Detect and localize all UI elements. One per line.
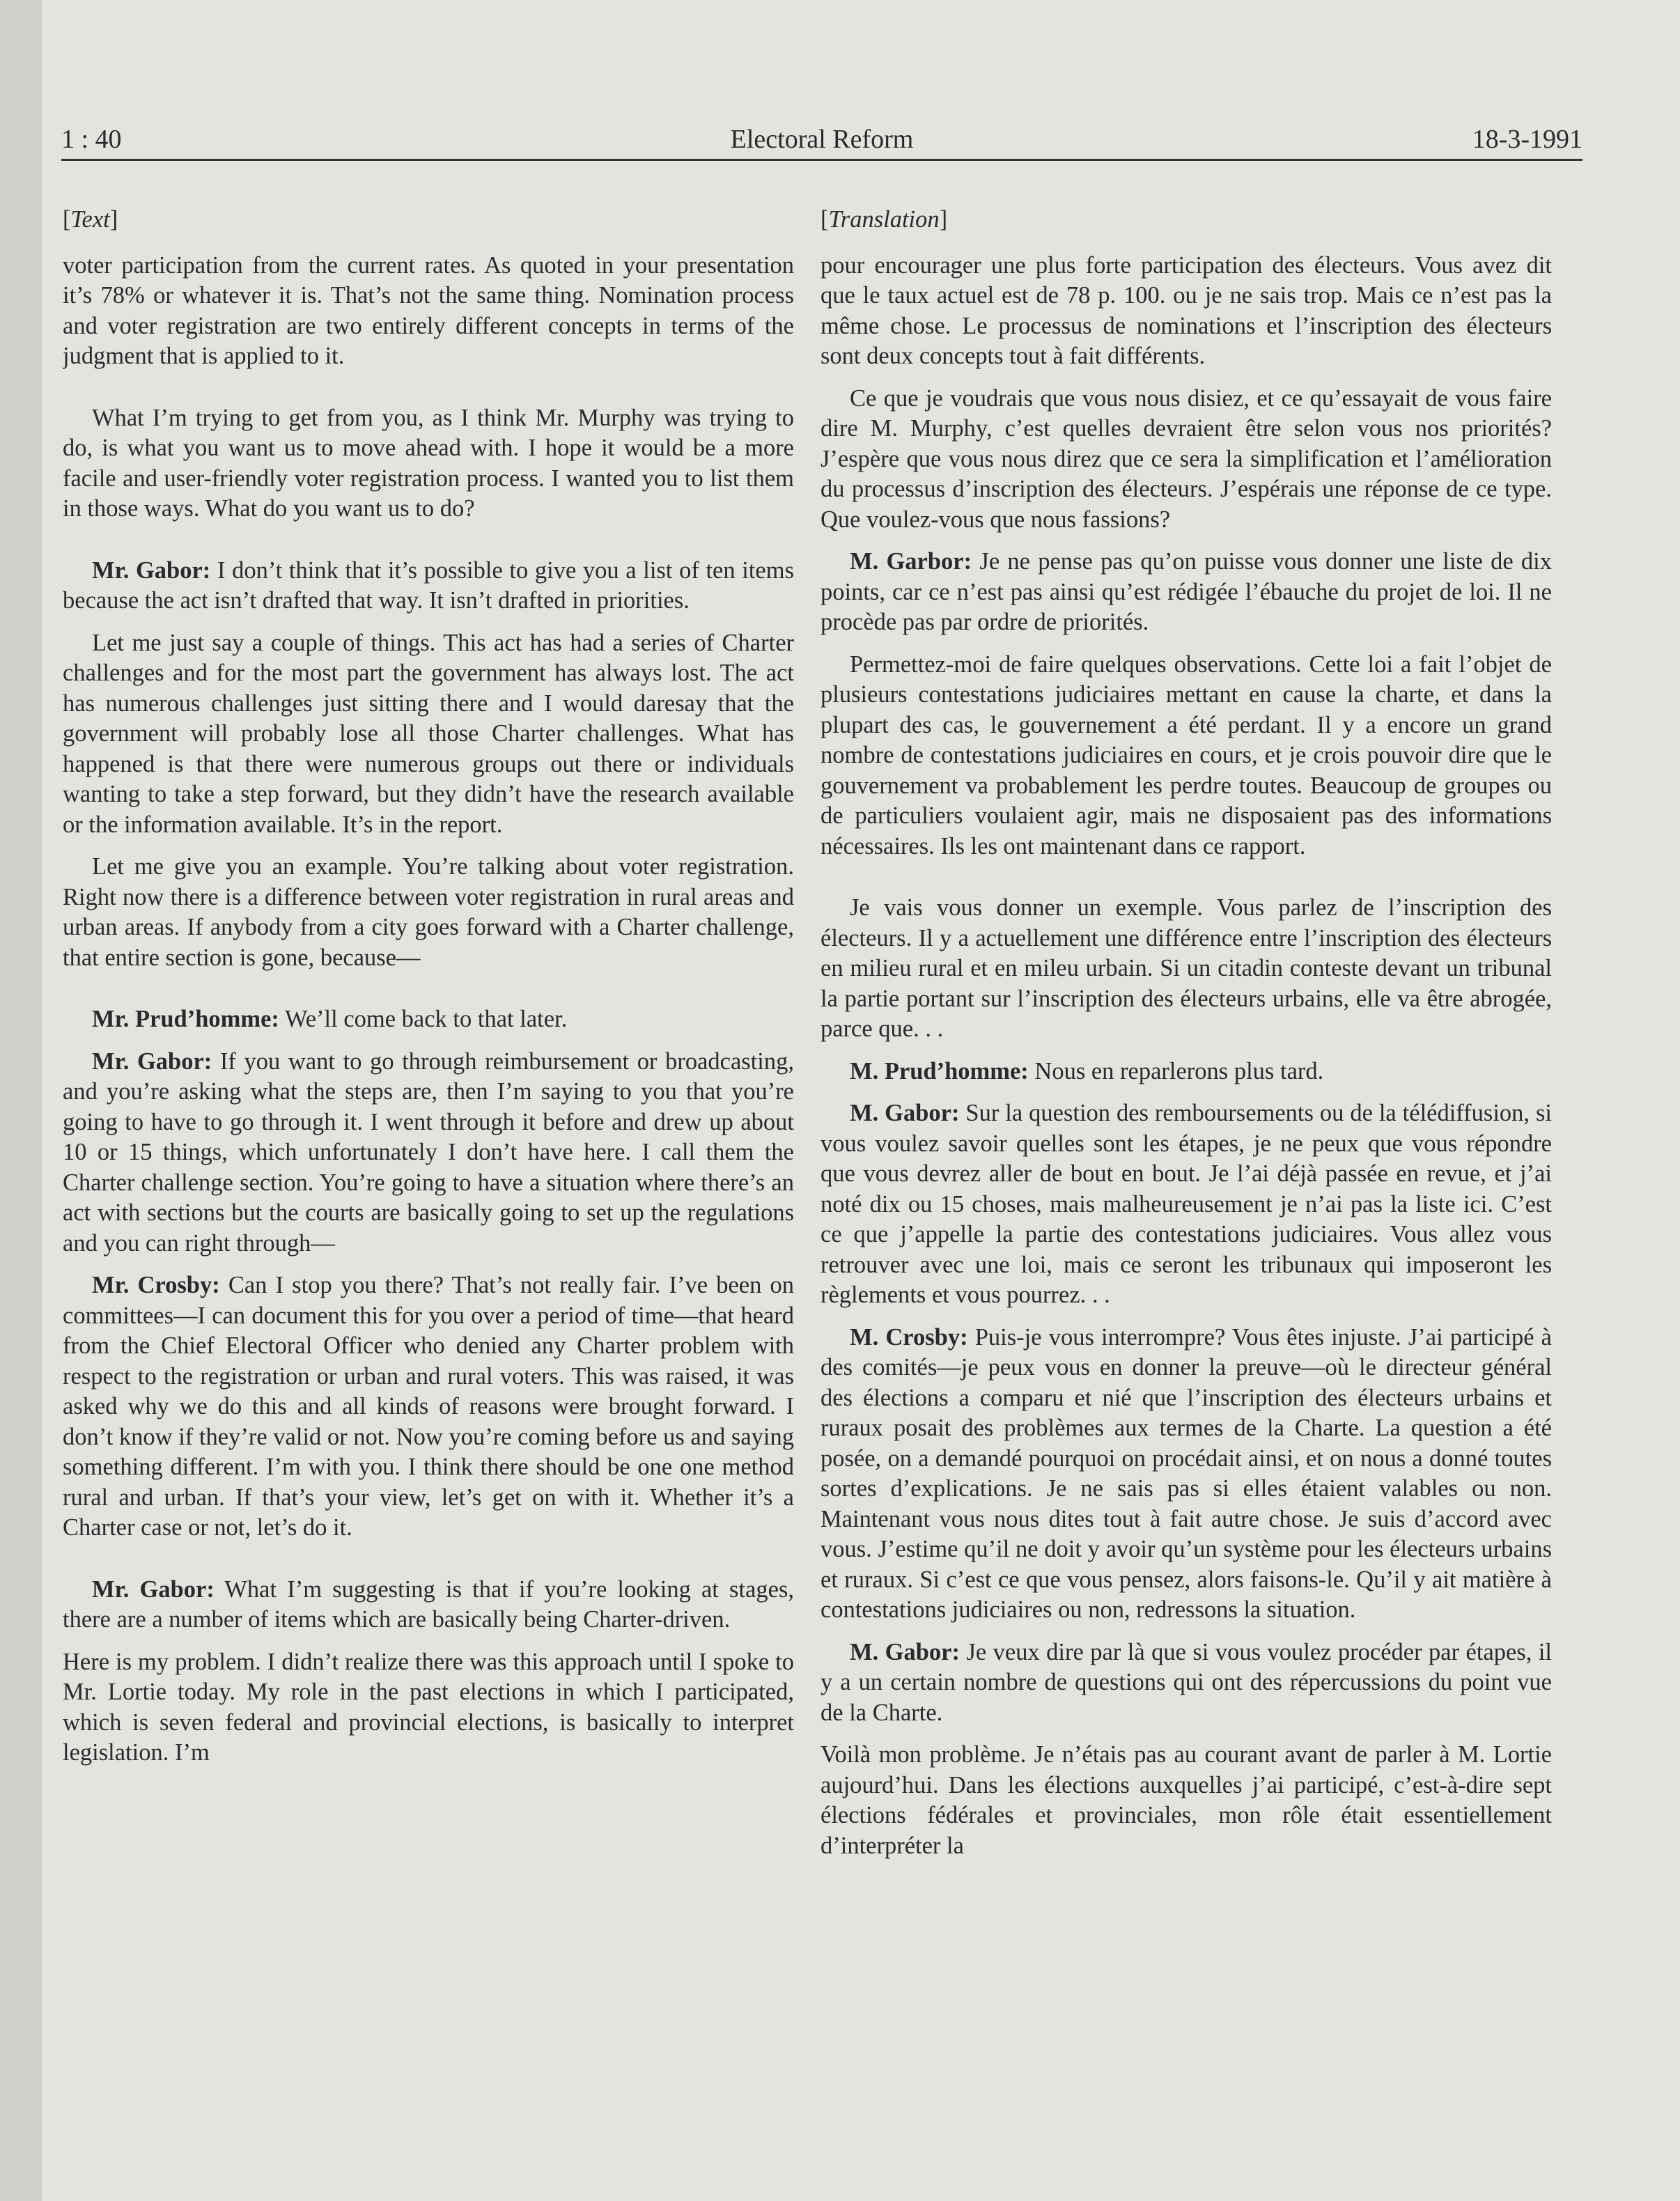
speaker-name: Mr. Gabor: — [92, 1048, 212, 1075]
page-header — [61, 118, 1582, 160]
speaker-name: M. Crosby: — [850, 1323, 968, 1351]
speaker-name: Mr. Gabor: — [92, 557, 211, 584]
speaker-name: Mr. Crosby: — [92, 1272, 220, 1298]
page-number: 1 : 40 — [61, 125, 122, 154]
speaker-name: Mr. Prud’homme: — [92, 1006, 279, 1032]
paragraph: voter participation from the current rates. As quoted in your presentation it’s 78% or whatever it is. That’s not the same thing. Nomination process and voter registration are two entirely different concepts in terms of the judgment that is applied to it. — [63, 251, 794, 369]
speaker-name: Mr. Gabor: — [92, 1576, 215, 1603]
english-column — [63, 195, 794, 2173]
paragraph: pour encourager une plus forte participation des électeurs. Vous avez dit que le taux actuel est de 78 p. 100. ou je ne sais trop. Mais ce n’est pas la même chose. Le processus de nominations et l’inscription des électeurs sont deux concepts tout à fait différents. — [820, 251, 1552, 369]
paragraph: Mr. Prud’homme: We’ll come back to that later. — [92, 1006, 568, 1032]
speaker-name: M. Garbor: — [850, 548, 972, 575]
header-rule — [61, 159, 1582, 161]
paragraph: Voilà mon problème. Je n’étais pas au courant avant de parler à M. Lortie aujourd’hui. Dans les élections auxquelles j’ai participé, c’est-à-dire sept élections fédérales et provinciales, mon rôle était essentiellement d’interpréter la — [820, 1741, 1552, 1859]
paragraph: M. Garbor: Je ne pense pas qu’on puisse vous donner une liste de dix points, car ce n’est pas ainsi qu’est rédigée l’ébauche du projet de loi. Il ne procède pas par ordre de priorités. — [820, 548, 1552, 635]
paragraph: Mr. Gabor: If you want to go through reimbursement or broadcasting, and you’re asking what the steps are, then I’m saying to you that you’re going to have to go through it. I went through it before and drew up about 10 or 15 things, which unfortunately I don’t have here. I call them the Charter challenge section. You’re going to have a situation where there’s an act with sections but the courts are basically going to set up the regulations and you can right through— — [63, 1048, 794, 1257]
speaker-name: M. Gabor: — [850, 1638, 960, 1665]
paragraph: M. Gabor: Je veux dire par là que si vous voulez procéder par étapes, il y a un certain nombre de questions qui ont des répercussions du point vue de la Charte. — [820, 1638, 1552, 1726]
paragraph: M. Gabor: Sur la question des remboursements ou de la télédiffusion, si vous voulez savoir quelles sont les étapes, je ne peux que vous répondre que vous devrez aller de bout en bout. Je l’ai déjà passée en revue, et j’ai noté dix ou 15 choses, mais malheureusement je n’ai pas la liste ici. C’est ce que j’appelle la partie des contestations judiciaires. Vous allez vous retrouver avec une loi, mais ce seront les tribunaux qui imposeront les règlements et vous pourrez. . . — [820, 1100, 1552, 1308]
paragraph: Je vais vous donner un exemple. Vous parlez de l’inscription des électeurs. Il y a actuellement une différence entre l’inscription des électeurs en milieu rural et en mileu urbain. Si un citadin conteste devant un tribunal la partie portant sur l’inscription des électeurs urbains, elle va être abrogée, parce que. . . — [820, 894, 1552, 1042]
paragraph: Mr. Crosby: Can I stop you there? That’s not really fair. I’ve been on committees—I can document this for you over a period of time—that heard from the Chief Electoral Officer who denied any Charter problem with respect to the registration or urban and rural voters. This was raised, it was asked why we do this and all kinds of reasons were brought forward. I don’t know if they’re valid or not. Now you’re coming before us and saying something different. I’m with you. I think there should be one one method rural and urban. If that’s your view, let’s get on with it. Whether it’s a Charter case or not, let’s do it. — [63, 1272, 794, 1541]
paragraph: Mr. Gabor: What I’m suggesting is that if you’re looking at stages, there are a number of items which are basically being Charter-driven. — [63, 1576, 794, 1633]
paragraph: Let me just say a couple of things. This act has had a series of Charter challenges and for the most part the government has always lost. The act has numerous challenges just sitting there and I would daresay that the government will probably lose all those Charter challenges. What has happened is that there were numerous groups out there or individuals wanting to take a step forward, but they didn’t have the research available or the information available. It’s in the report. — [63, 629, 794, 838]
paragraph: Ce que je voudrais que vous nous disiez, et ce qu’essayait de vous faire dire M. Murphy, c’est quelles devraient être selon vous nos priorités? J’espère que vous nous direz que ce sera la simplification et l’amélioration du processus d’inscription des électeurs. J’espérais une réponse de ce type. Que voulez-vous que nous fassions? — [820, 384, 1552, 533]
speaker-name: M. Prud’homme: — [850, 1057, 1029, 1084]
paragraph: Permettez-moi de faire quelques observations. Cette loi a fait l’objet de plusieurs contestations judiciaires mettant en cause la charte, et dans la plupart des cas, le gouvernement a été perdant. Il y a encore un grand nombre de contestations judiciaires en cours, et je crois pouvoir dire que le gouvernement va probablement les perdre toutes. Beaucoup de groupes ou de particuliers voulaient agir, mais ne disposaient pas des informations nécessaires. Ils les ont maintenant dans ce rapport. — [820, 651, 1552, 860]
speaker-name: M. Gabor: — [850, 1100, 960, 1126]
paragraph: Mr. Gabor: I don’t think that it’s possible to give you a list of ten items because the act isn’t drafted that way. It isn’t drafted in priorities. — [63, 557, 794, 614]
paragraph: Here is my problem. I didn’t realize there was this approach until I spoke to Mr. Lortie today. My role in the past elections in which I participated, which is seven federal and provincial elections, is basically to interpret legislation. I’m — [63, 1648, 794, 1766]
column-label: [ Text ] — [63, 205, 794, 235]
paragraph: M. Crosby: Puis-je vous interrompre? Vous êtes injuste. J’ai participé à des comités—je peux vous en donner la preuve—où le directeur général des élections a comparu et nié que l’inscription des électeurs urbains et ruraux posait des problèmes aux termes de la Charte. La question a été posée, on a demandé pourquoi on procédait ainsi, et on nous a donné toutes sortes d’explications. Je ne sais pas si elles étaient valables ou non. Maintenant vous nous dites tout à fait autre chose. Je suis d’accord avec vous. J’estime qu’il ne doit y avoir qu’un système pour les électeurs urbains et ruraux. Si c’est ce que vous pensez, alors faisons-le. Qu’il y ait matière à contestations judiciaires ou non, redressons la situation. — [820, 1323, 1552, 1623]
paragraph: Let me give you an example. You’re talking about voter registration. Right now there is a difference between voter registration in rural areas and urban areas. If anybody from a city goes forward with a Charter challenge, that entire section is gone, because— — [63, 853, 794, 971]
paragraph: What I’m trying to get from you, as I think Mr. Murphy was trying to do, is what you want us to move ahead with. I hope it would be a more facile and user-friendly voter registration process. I wanted you to list them in those ways. What do you want us to do? — [63, 404, 794, 522]
page-date: 18-3-1991 — [1472, 125, 1582, 154]
column-label: [ Translation ] — [820, 205, 1552, 235]
french-column — [820, 195, 1552, 2173]
running-title: Electoral Reform — [730, 125, 914, 154]
paragraph: M. Prud’homme: Nous en reparlerons plus tard. — [850, 1057, 1324, 1084]
